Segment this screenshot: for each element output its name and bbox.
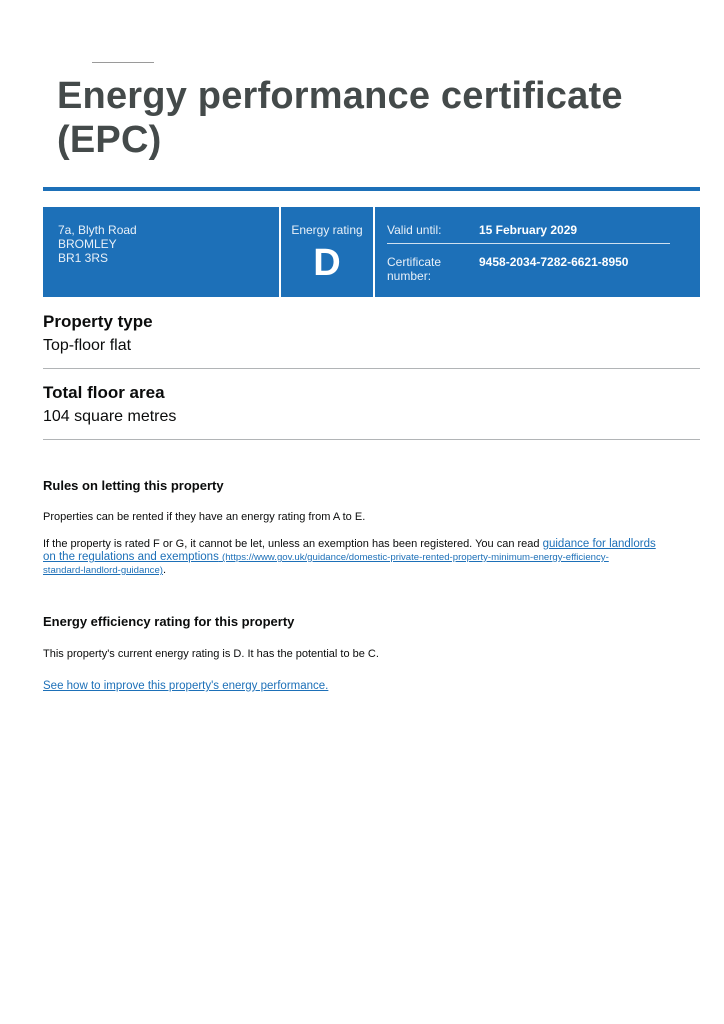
- letting-rules-heading: Rules on letting this property: [43, 478, 224, 493]
- floor-area-value: 104 square metres: [43, 408, 177, 425]
- details-divider: [387, 243, 670, 244]
- address-line-1: 7a, Blyth Road: [58, 223, 137, 237]
- title-divider: [43, 187, 700, 191]
- link-text-line-2: on the regulations and exemptions: [43, 551, 219, 563]
- valid-until-value: 15 February 2029: [479, 223, 578, 237]
- valid-until-label: Valid until:: [387, 223, 442, 237]
- floor-area-heading: Total floor area: [43, 383, 165, 402]
- certificate-label-line-2: number:: [387, 269, 432, 283]
- letting-rules-text: If the property is rated F or G, it cannot be let, unless an exemption has been registered. You can read: [43, 538, 543, 550]
- property-type-value: Top-floor flat: [43, 337, 132, 354]
- letting-rules-para-2: [43, 538, 703, 577]
- page-title: [57, 74, 677, 162]
- letting-rules-para-1: Properties can be rented if they have an energy rating from A to E.: [43, 511, 366, 523]
- improve-performance-link[interactable]: See how to improve this property's energy performance.: [43, 680, 329, 692]
- energy-rating-letter: D: [313, 242, 341, 284]
- efficiency-heading: Energy efficiency rating for this property: [43, 614, 295, 629]
- certificate-details: [373, 207, 700, 297]
- address-block: [43, 207, 277, 297]
- letting-rules-end: .: [163, 564, 167, 576]
- certificate-label-line-1: Certificate: [387, 255, 442, 269]
- section-divider-2: [43, 439, 700, 440]
- energy-rating-block: [279, 207, 375, 297]
- certificate-number-label: [387, 255, 441, 283]
- title-line-1: Energy performance certificate: [57, 75, 623, 117]
- title-line-2: (EPC): [57, 119, 162, 161]
- property-type-heading: Property type: [43, 312, 153, 331]
- address-line-3: BR1 3RS: [58, 251, 109, 265]
- section-divider-1: [43, 368, 700, 369]
- summary-banner: [43, 207, 700, 297]
- efficiency-link-wrap: [43, 680, 703, 693]
- address-line-2: BROMLEY: [58, 237, 117, 251]
- certificate-number-value: 9458-2034-7282-6621-8950: [479, 255, 629, 269]
- scan-artifact: [92, 62, 154, 63]
- energy-rating-label: Energy rating: [291, 223, 363, 237]
- efficiency-text: This property's current energy rating is D. It has the potential to be C.: [43, 648, 379, 660]
- link-text-line-1: guidance for landlords: [542, 538, 656, 550]
- link-url-line-2: standard-landlord-guidance): [43, 565, 163, 576]
- link-url-line-1: (https://www.gov.uk/guidance/domestic-private-rented-property-minimum-energy-efficiency-: [222, 552, 609, 563]
